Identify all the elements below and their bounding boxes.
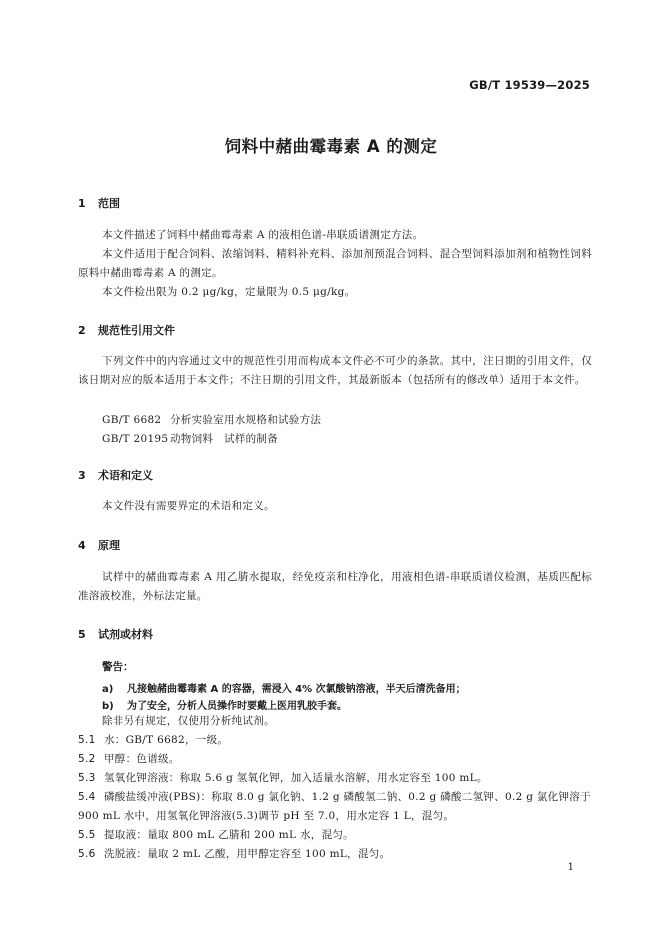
list-marker: b)	[102, 701, 114, 712]
list-marker: a)	[102, 684, 114, 695]
clause-number: 5.2	[78, 753, 96, 765]
paragraph: 试样中的赭曲霉毒素 A 用乙腈水提取，经免疫亲和柱净化，用液相色谱-串联质谱仪检测，基质匹配标准溶液校准，外标法定量。	[78, 571, 592, 602]
warning-item	[102, 680, 466, 695]
warning-item	[102, 697, 347, 712]
clause-text: 提取液：量取 800 mL 乙腈和 200 mL 水，混匀。	[104, 829, 354, 841]
clause-number: 5.5	[78, 829, 96, 841]
clause-text: 磷酸盐缓冲液(PBS)：称取 8.0 g 氯化钠、1.2 g 磷酸氢二钠、0.2 g 磷酸二氢钾、0.2 g 氯化钾溶于 900 mL 水中，用氢氧化钾溶液(5.3)调节 pH 至 7.0，用水定容 1 L，混匀。	[78, 791, 591, 822]
clause-item	[78, 750, 592, 769]
clause-item	[78, 788, 592, 826]
paragraph: 本文件检出限为 0.2 μg/kg，定量限为 0.5 μg/kg。	[102, 286, 356, 298]
section-5-heading	[78, 626, 153, 642]
clause-item	[78, 826, 592, 845]
section-title: 原理	[98, 539, 120, 552]
clause-item	[78, 731, 592, 750]
clause-number: 5.1	[78, 734, 96, 746]
section-number: 1	[78, 197, 86, 210]
section-3-heading	[78, 467, 153, 483]
clause-item	[78, 845, 592, 864]
clause-text: 甲醇：色谱级。	[104, 753, 180, 765]
reference-item	[102, 431, 278, 446]
clause-number: 5.6	[78, 848, 96, 860]
standard-code: GB/T 19539—2025	[469, 78, 590, 92]
reference-name: 动物饲料 试样的制备	[170, 433, 278, 445]
section-title: 范围	[98, 197, 120, 210]
section-number: 4	[78, 539, 86, 552]
warning-text: 凡接触赭曲霉毒素 A 的容器，需浸入 4% 次氯酸钠溶液，半天后清洗备用；	[127, 684, 466, 695]
paragraph: 本文件描述了饲料中赭曲霉毒素 A 的液相色谱-串联质谱测定方法。	[102, 229, 424, 241]
clause-number: 5.4	[78, 791, 96, 803]
section-4-heading	[78, 537, 120, 553]
page-title: 饲料中赭曲霉毒素 A 的测定	[224, 137, 438, 156]
paragraph: 本文件没有需要界定的术语和定义。	[102, 500, 275, 512]
paragraph: 本文件适用于配合饲料、浓缩饲料、精料补充料、添加剂预混合饲料、混合型饲料添加剂和植物性饲料原料中赭曲霉毒素 A 的测定。	[78, 248, 592, 279]
clause-text: 洗脱液：量取 2 mL 乙酸，用甲醇定容至 100 mL，混匀。	[104, 848, 391, 860]
reference-code: GB/T 6682	[102, 414, 162, 426]
paragraph: 除非另有规定，仅使用分析纯试剂。	[102, 715, 275, 727]
clause-text: 水：GB/T 6682，一级。	[104, 734, 229, 746]
clause-text: 氢氧化钾溶液：称取 5.6 g 氢氧化钾，加入适量水溶解，用水定容至 100 mL。	[104, 772, 488, 784]
page-number: 1	[567, 862, 574, 873]
warning-text: 为了安全，分析人员操作时要戴上医用乳胶手套。	[127, 701, 347, 712]
section-title: 规范性引用文件	[98, 324, 175, 337]
clause-item	[78, 769, 592, 788]
section-2-heading	[78, 322, 175, 338]
section-number: 2	[78, 324, 86, 337]
reference-code: GB/T 20195	[102, 433, 169, 445]
section-number: 3	[78, 469, 86, 482]
clause-number: 5.3	[78, 772, 96, 784]
warning-label: 警告：	[102, 661, 134, 673]
section-title: 试剂或材料	[98, 628, 153, 641]
section-number: 5	[78, 628, 86, 641]
reference-item	[102, 412, 321, 427]
reference-name: 分析实验室用水规格和试验方法	[170, 414, 322, 426]
paragraph: 下列文件中的内容通过文中的规范性引用而构成本文件必不可少的条款。其中，注日期的引用文件，仅该日期对应的版本适用于本文件；不注日期的引用文件，其最新版本（包括所有的修改单）适用于本文件。	[78, 355, 592, 386]
section-1-heading	[78, 195, 120, 211]
section-title: 术语和定义	[98, 469, 153, 482]
